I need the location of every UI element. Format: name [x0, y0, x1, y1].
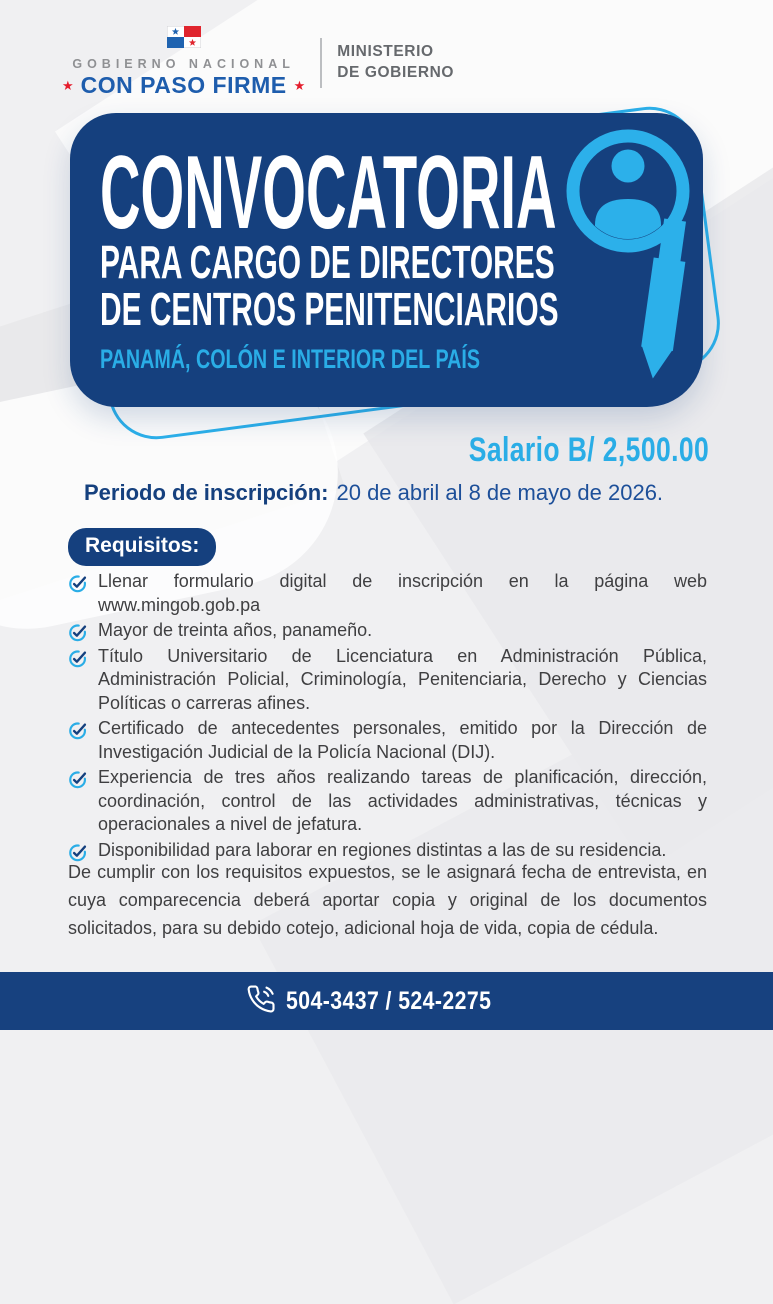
star-icon: ★	[62, 77, 74, 93]
footer-phone-numbers: 504-3437 / 524-2275	[285, 986, 492, 1015]
ministry-line1: MINISTERIO	[337, 43, 434, 61]
poster-subtitle-line1: PARA CARGO DE DIRECTORES	[100, 236, 555, 288]
brand-top-line: GOBIERNO NACIONAL	[72, 57, 295, 71]
requirement-item	[68, 645, 707, 716]
closing-paragraph: De cumplir con los requisitos expuestos, se le asignará fecha de entrevista, en cuya comparecencia deberá aportar copia y original de los documentos solicitados, para su debido cotejo, adicional hoja de vida, copia de cédula.	[68, 862, 707, 938]
header-divider	[320, 38, 322, 88]
panama-flag-icon	[167, 26, 201, 53]
government-brand-logo	[62, 26, 305, 99]
requirement-item	[68, 570, 707, 617]
requirement-text: Llenar formulario digital de inscripción en la página web www.mingob.gob.pa	[98, 571, 707, 615]
requirement-item	[68, 766, 707, 837]
magnifier-person-icon	[540, 105, 740, 405]
requirement-item	[68, 717, 707, 764]
check-icon	[68, 769, 88, 789]
check-icon	[68, 648, 88, 668]
check-icon	[68, 622, 88, 642]
check-icon	[68, 720, 88, 740]
brand-main-line: CON PASO FIRME	[80, 72, 287, 98]
header	[62, 26, 454, 99]
poster-regions: PANAMÁ, COLÓN E INTERIOR DEL PAÍS	[100, 344, 480, 374]
phone-icon	[246, 984, 276, 1019]
inscription-period	[84, 480, 663, 506]
footer-contact-bar	[0, 972, 773, 1030]
ministry-line2: DE GOBIERNO	[337, 63, 455, 81]
ministry-name	[337, 42, 454, 82]
requirements-list	[68, 570, 707, 864]
star-icon: ★	[293, 77, 306, 93]
requirement-text: Título Universitario de Licenciatura en Administración Pública, Administración Policial, Criminología, Penitenciaria, Derecho y Ciencias Políticas o carreras afines.	[98, 645, 707, 713]
inscription-period-value: 20 de abril al 8 de mayo de 2026.	[336, 480, 664, 505]
poster-title: CONVOCATORIA	[100, 135, 557, 251]
requirement-text: Mayor de treinta años, panameño.	[98, 620, 373, 640]
requirement-text: Experiencia de tres años realizando tareas de planificación, dirección, coordinación, control de las actividades administrativas, técnicas y operacionales a nivel de jefatura.	[98, 767, 707, 834]
poster-subtitle-line2: DE CENTROS PENITENCIARIOS	[100, 283, 559, 335]
check-icon	[68, 573, 88, 593]
salary-amount: Salario B/ 2,500.00	[468, 431, 709, 469]
inscription-period-label: Periodo de inscripción:	[84, 480, 329, 505]
requirement-item	[68, 619, 707, 643]
requirements-title-badge: Requisitos:	[68, 528, 216, 566]
requirement-text: Certificado de antecedentes personales, emitido por la Dirección de Investigación Judicial de la Policía Nacional (DIJ).	[98, 718, 707, 762]
requirement-text: Disponibilidad para laborar en regiones distintas a las de su residencia.	[98, 839, 667, 860]
